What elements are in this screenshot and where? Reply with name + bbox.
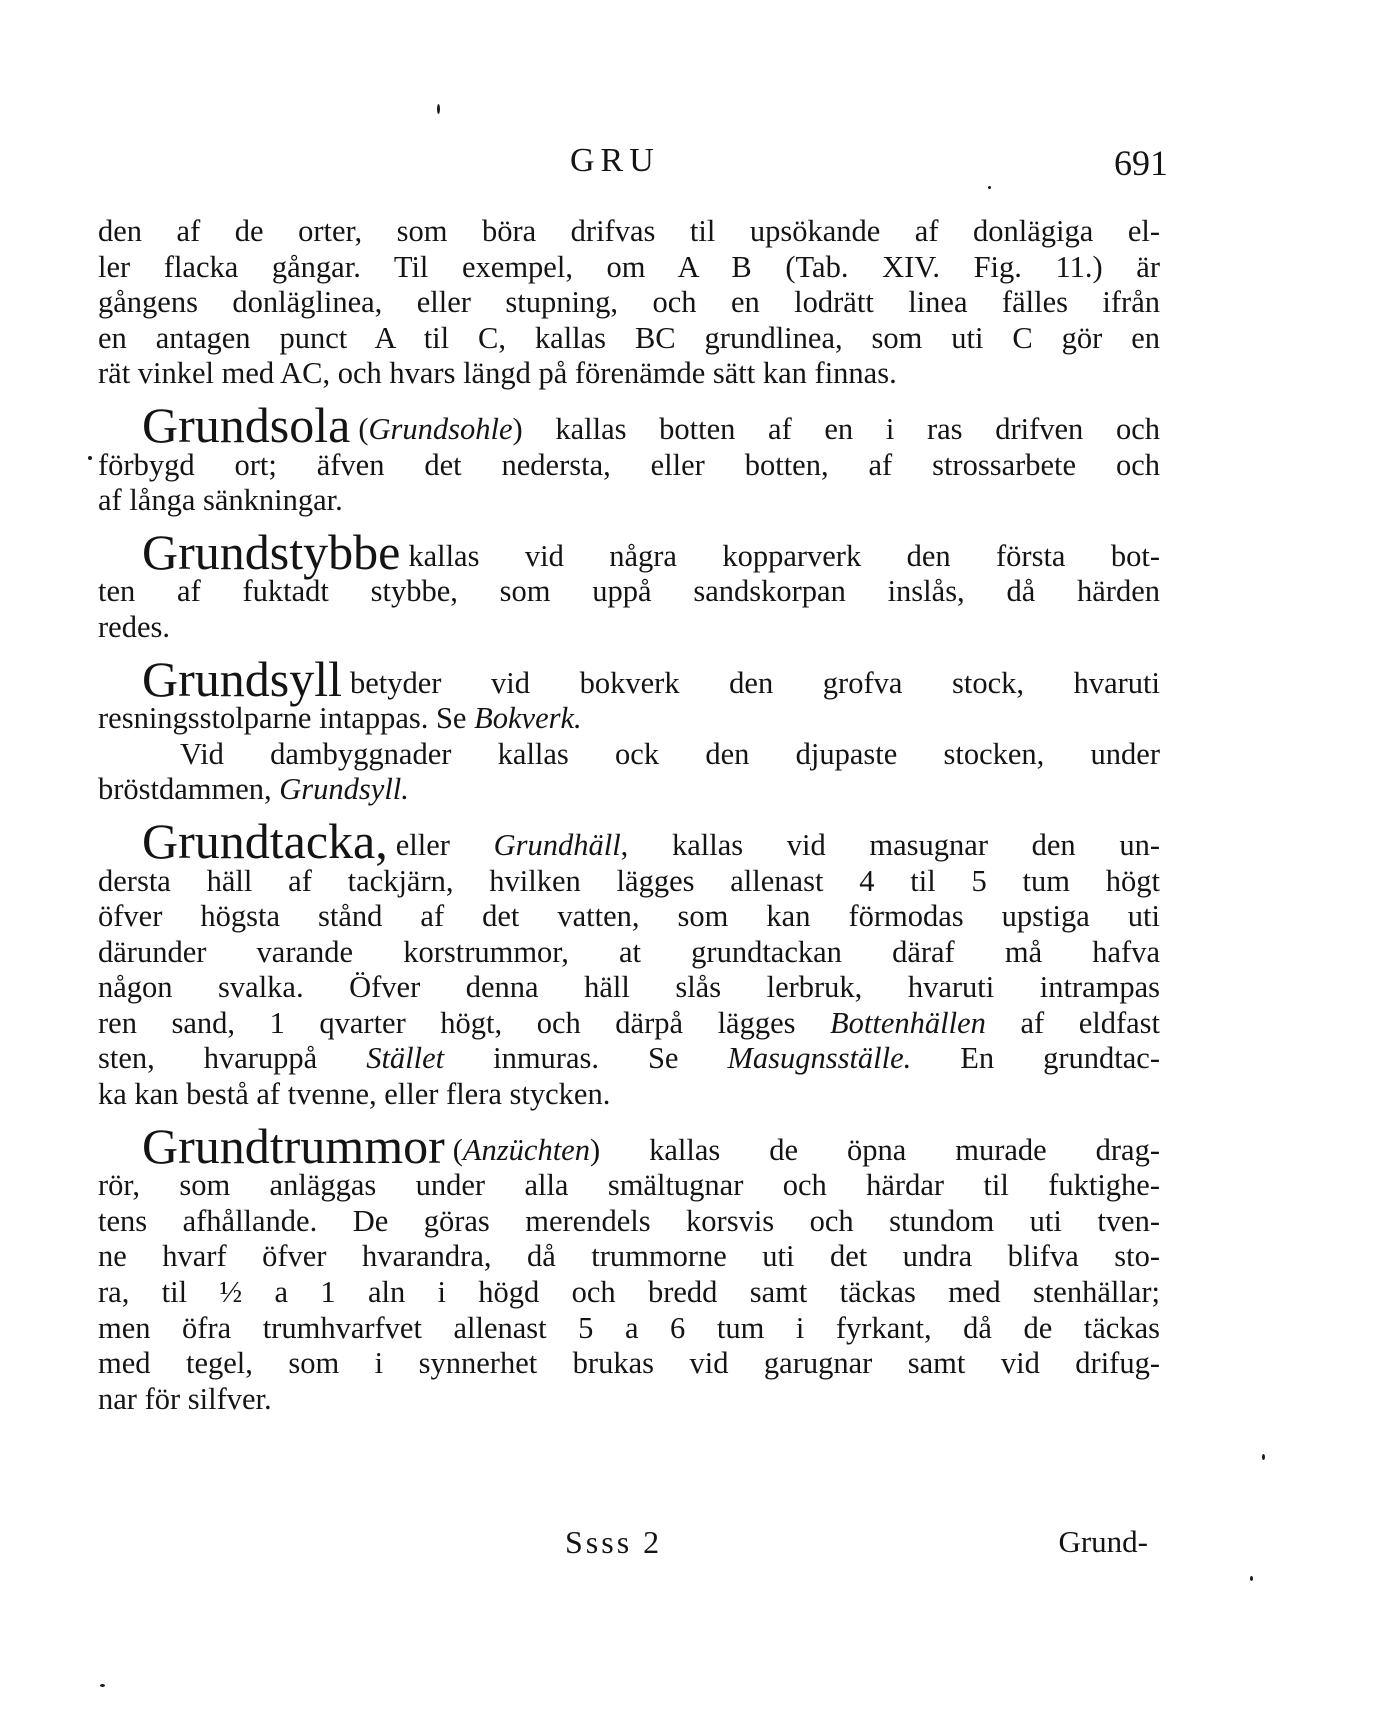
text-line: ne hvarf öfver hvarandra, då trummorne uti det undra blifva sto- [98,1239,1160,1274]
text-line: förbygd ort; äfven det nedersta, eller botten, af strossarbete och [98,447,1160,482]
entry-text: eller [395,827,494,862]
text-line [98,701,1160,737]
text-line: tens afhållande. De göras merendels korsvis och stundom uti tven- [98,1203,1160,1238]
cross-reference: Bottenhällen [830,1005,986,1040]
german-term: Grundhäll [493,827,621,862]
headword: Grundsola [142,396,351,453]
running-head-title: GRU [570,142,660,179]
scan-speck [437,104,440,114]
entry-text: En grundtac- [911,1041,1160,1076]
cross-reference: Masugnsställe. [727,1041,912,1076]
text-line [98,1006,1160,1042]
text-line: med tegel, som i synnerhet brukas vid garugnar samt vid drifug- [98,1346,1160,1381]
text-line: öfver högsta stånd af det vatten, som kan förmodas upstiga uti [98,899,1160,934]
entry-text: ren sand, 1 qvarter högt, och därpå lägges [98,1005,831,1040]
text-line: redes. [98,609,170,644]
page-number: 691 [1114,143,1168,183]
entry-text: sten, hvaruppå [98,1041,367,1076]
headword: Grundtrummor [142,1117,445,1174]
entry-text: af eldfast [985,1005,1161,1040]
entry-text: , kallas vid masugnar den un- [620,827,1160,862]
entry-grundtacka [98,812,1161,1113]
entry-text: bröstdammen, [98,772,280,807]
text-line: gångens donläglinea, eller stupning, och en lodrätt linea fälles ifrån [98,285,1160,320]
text-line: rät vinkel med AC, och hvars längd på förenämde sätt kan finnas. [98,356,897,391]
entry-grundstybbe [98,523,1160,646]
text-line: dersta häll af tackjärn, hvilken lägges allenast 4 til 5 tum högt [98,863,1160,898]
headword: Grundsyll [142,650,342,707]
entry-text: kallas vid några kopparverk den första bot- [408,538,1160,573]
entry-text: ) kallas botten af en i ras drifven och [512,411,1160,446]
text-line [98,650,1160,707]
text-line: en antagen punct A til C, kallas BC grundlinea, som uti C gör en [98,320,1160,355]
scan-speck [1262,1454,1265,1460]
entry-grundtrummor [98,1117,1160,1418]
catchword: Grund- [1058,1524,1148,1559]
scan-speck [100,1684,105,1687]
scan-speck [1250,1576,1253,1581]
cross-reference: Stället [366,1041,445,1076]
text-line: någon svalka. Öfver denna häll slås lerbruk, hvaruti intrampas [98,970,1160,1005]
headword: Grundstybbe [142,523,401,580]
text-line [98,1041,1160,1077]
text-line [98,523,1160,580]
running-head [0,142,1400,192]
text-line: den af de orter, som böra drifvas til upsökande af donlägiga el- [98,214,1160,248]
text-line [98,772,1160,808]
text-line: af långa sänkningar. [98,483,343,518]
entry-text: ) kallas de öpna murade drag- [589,1132,1160,1167]
text-line: Grundsola (Grundsohle) kallas botten af en i ras drifven och [142,396,1160,453]
text-line: ra, til ½ a 1 aln i högd och bredd samt täckas med stenhällar; [98,1275,1160,1310]
text-line: ler flacka gångar. Til exempel, om A B (Tab. XIV. Fig. 11.) är [98,249,1160,284]
scan-speck [88,456,92,460]
subparagraph-grundsyll [98,737,1160,808]
cross-reference: Grundsyll. [279,772,409,807]
cross-reference: Bokverk. [474,701,582,736]
entry-text: inmuras. Se [444,1041,728,1076]
entry-text: resningsstolparne intappas. Se [98,701,475,736]
page-footer [0,1524,1400,1574]
german-term: Grundsohle [368,411,513,446]
text-line: ten af fuktadt stybbe, som uppå sandskorpan inslås, då härden [98,574,1160,609]
entry-text: betyder vid bokverk den grofva stock, hvaruti [350,665,1160,700]
text-line: rör, som anläggas under alla smältugnar och härdar til fuktighe- [98,1168,1160,1203]
signature-mark: Ssss 2 [565,1524,663,1560]
dictionary-text [98,214,1160,1417]
headword: Grundtacka, [142,812,388,869]
text-line: men öfra trumhvarfvet allenast 5 a 6 tum i fyrkant, då de täckas [98,1310,1160,1345]
text-line: därunder varande korstrummor, at grundtackan däraf må hafva [98,934,1160,969]
entry-grundsola [98,396,1160,519]
entry-grundsyll [98,650,1160,737]
german-term: Anzüchten [462,1132,590,1167]
text-line [98,812,1160,869]
text-line: Vid dambyggnader kallas ock den djupaste stocken, under [180,736,1160,771]
text-line: nar för silfver. [98,1381,272,1416]
scan-speck [988,186,991,189]
text-line: Grundtrummor (Anzüchten) kallas de öpna murade drag- [142,1117,1160,1174]
continuation-paragraph [98,214,1160,392]
text-line: ka kan bestå af tvenne, eller flera stycken. [98,1077,611,1112]
